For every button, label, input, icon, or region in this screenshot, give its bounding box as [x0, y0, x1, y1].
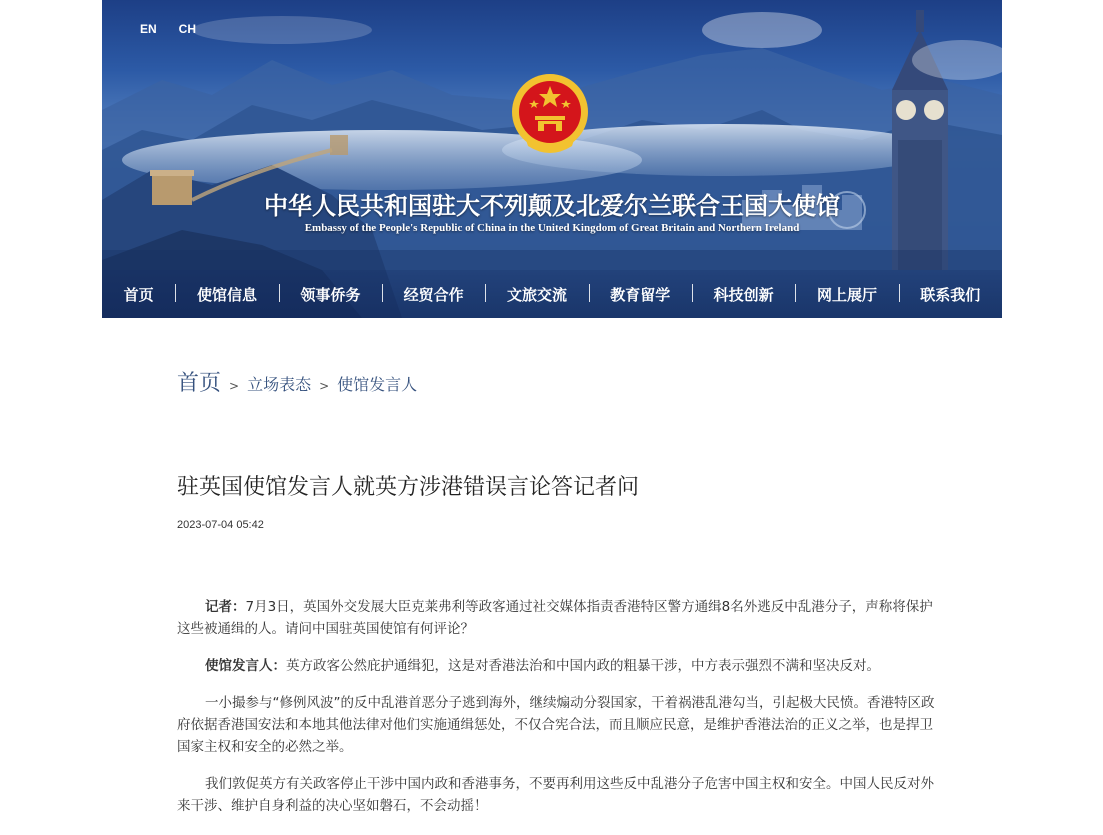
- nav-item-science[interactable]: 科技创新: [692, 282, 795, 307]
- breadcrumb-separator: >: [229, 379, 240, 393]
- paragraph-text: 我们敦促英方有关政客停止干涉中国内政和香港事务，不要再利用这些反中乱港分子危害中国主权和安全。中国人民反对外来干涉、维护自身利益的决心坚如磐石，不会动摇！: [177, 776, 934, 814]
- paragraph-text: 7月3日，英国外交发展大臣克莱弗利等政客通过社交媒体指责香港特区警方通缉8名外逃反中乱港分子，声称将保护这些被通缉的人。请问中国驻英国使馆有何评论？: [177, 599, 933, 637]
- nav-item-home[interactable]: 首页: [123, 285, 154, 304]
- nav-item-trade[interactable]: 经贸合作: [382, 282, 485, 307]
- breadcrumb-separator: >: [319, 379, 330, 393]
- paragraph-text: 一小撮参与“修例风波”的反中乱港首恶分子逃到海外，继续煽动分裂国家，干着祸港乱港勾当，引起极大民愤。香港特区政府依据香港国安法和本地其他法律对他们实施通缉惩处，不仅合宪合法，而且顺应民意，是维护香港法治的正义之举，也是捍卫国家主权和安全的必然之举。: [177, 695, 935, 755]
- paragraph-text: 英方政客公然庇护通缉犯，这是对香港法治和中国内政的粗暴干涉，中方表示强烈不满和坚决反对。: [286, 658, 880, 674]
- article-paragraph: [177, 773, 937, 817]
- language-en-link[interactable]: EN: [140, 22, 157, 36]
- breadcrumb-home-link[interactable]: 首页: [177, 371, 222, 396]
- nav-item-consular[interactable]: 领事侨务: [279, 282, 382, 307]
- article-body: [177, 596, 937, 832]
- nav-item-culture[interactable]: 文旅交流: [485, 282, 588, 307]
- main-nav: [102, 270, 1002, 318]
- article-date: 2023-07-04 05:42: [177, 519, 264, 531]
- nav-item-exhibition[interactable]: 网上展厅: [795, 282, 898, 307]
- breadcrumb-link-spokesperson[interactable]: 使馆发言人: [337, 375, 418, 394]
- breadcrumb: [177, 366, 417, 397]
- nav-item-embassy-info[interactable]: 使馆信息: [175, 282, 278, 307]
- nav-item-contact[interactable]: 联系我们: [899, 282, 1002, 307]
- article-paragraph: [177, 655, 937, 677]
- header-banner: [102, 0, 1002, 318]
- article-title: 驻英国使馆发言人就英方涉港错误言论答记者问: [177, 475, 640, 500]
- national-emblem-icon: [510, 72, 590, 158]
- embassy-title-cn: 中华人民共和国驻大不列颠及北爱尔兰联合王国大使馆: [264, 191, 840, 220]
- article-paragraph: [177, 692, 937, 758]
- article-paragraph: [177, 596, 937, 640]
- language-ch-link[interactable]: CH: [178, 22, 197, 36]
- embassy-title-en: Embassy of the People's Republic of China in the United Kingdom of Great Britain and Northern Ireland: [304, 222, 800, 234]
- language-switch: [140, 22, 196, 36]
- speaker-label: 使馆发言人：: [205, 658, 286, 674]
- nav-item-education[interactable]: 教育留学: [589, 282, 692, 307]
- breadcrumb-link-position[interactable]: 立场表态: [247, 375, 312, 394]
- speaker-label: 记者：: [205, 599, 246, 615]
